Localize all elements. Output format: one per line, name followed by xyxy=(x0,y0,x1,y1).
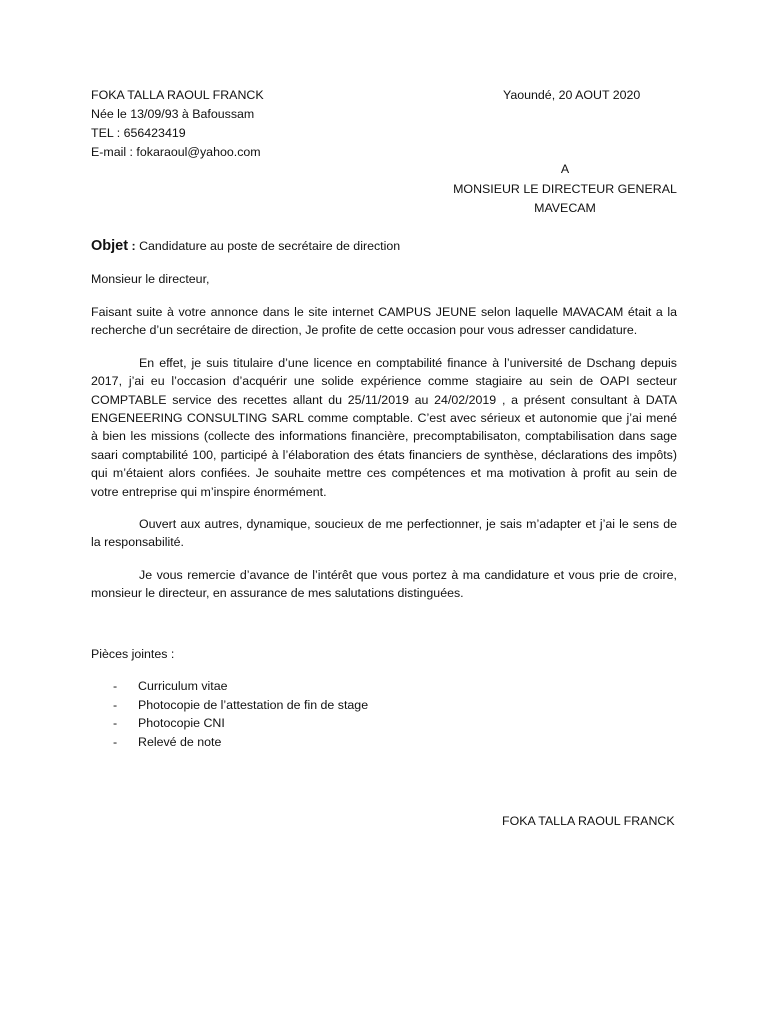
subject-label: Objet xyxy=(91,238,129,254)
bullet-dash: - xyxy=(113,716,118,731)
attachment-label: Photocopie CNI xyxy=(138,716,225,731)
attachment-label: Curriculum vitae xyxy=(138,679,228,693)
bullet-dash: - xyxy=(113,734,118,749)
signature: FOKA TALLA RAOUL FRANCK xyxy=(502,814,675,828)
recipient-title: MONSIEUR LE DIRECTEUR GENERAL xyxy=(453,181,677,196)
recipient-company: MAVECAM xyxy=(534,201,596,215)
sender-block xyxy=(91,86,264,162)
attachment-label: Relevé de note xyxy=(138,734,222,749)
body-paragraph-closing: Je vous remercie d’avance de l’intérêt que vous portez à ma candidature et vous prie de croire, monsieur le directeur, en assurance de mes salutations distinguées. xyxy=(91,567,677,601)
bullet-dash: - xyxy=(113,679,118,693)
attachment-item xyxy=(113,733,368,752)
subject-separator: : xyxy=(128,239,140,253)
recipient-block xyxy=(440,160,690,219)
bullet-dash: - xyxy=(113,697,118,712)
sender-birth: Née le 13/09/93 à Bafoussam xyxy=(91,107,255,121)
sender-email: E-mail : fokaraoul@yahoo.com xyxy=(91,145,261,159)
body-paragraph-experience: En effet, je suis titulaire d’une licence en comptabilité finance à l’université de Dschang depuis 2017, j’ai eu l’occasion d’acquérir une solide expérience comme stagiaire au sein de OAPI secteur COMPTABLE service des recettes allant du 25/11/2019 au 24/02/2019 , a présent consultant à DATA ENGENEERING CONSULTING SARL comme comptable. C’est avec sérieux et autonomie que j’ai mené à bien les missions (collecte des informations financière, precomptabilisaton, comptabilisation dans sage saari comptabilité 100, participé à l’élaboration des états financiers de synthèse, déclarations des impôts) qui m’étaient alors confiées. Je souhaite mettre ces compétences et ma motivation à profit au sein de votre entreprise qui m’inspire énormément. xyxy=(91,355,677,499)
attachment-item xyxy=(113,714,368,733)
letter-body xyxy=(91,303,677,617)
sender-phone: TEL : 656423419 xyxy=(91,126,186,140)
attachment-label: Photocopie de l’attestation de fin de stage xyxy=(138,697,369,712)
sender-name: FOKA TALLA RAOUL FRANCK xyxy=(91,88,264,102)
subject-line xyxy=(91,238,400,254)
subject-text: Candidature au poste de secrétaire de direction xyxy=(139,239,401,253)
salutation: Monsieur le directeur, xyxy=(91,272,210,286)
recipient-prefix: A xyxy=(560,162,570,176)
body-paragraph-qualities: Ouvert aux autres, dynamique, soucieux de me perfectionner, je sais m’adapter et j’ai le sens de la responsabilité. xyxy=(91,517,677,550)
letter-date: Yaoundé, 20 AOUT 2020 xyxy=(503,88,641,102)
attachment-item xyxy=(113,696,368,715)
attachments-list xyxy=(113,677,368,751)
body-paragraph-intro: Faisant suite à votre annonce dans le site internet CAMPUS JEUNE selon laquelle MAVACAM était a la recherche d’un secrétaire de direction, Je profite de cette occasion pour vous adresser candidature. xyxy=(91,305,677,338)
attachment-item xyxy=(113,677,368,696)
attachments-title: Pièces jointes : xyxy=(91,647,175,661)
